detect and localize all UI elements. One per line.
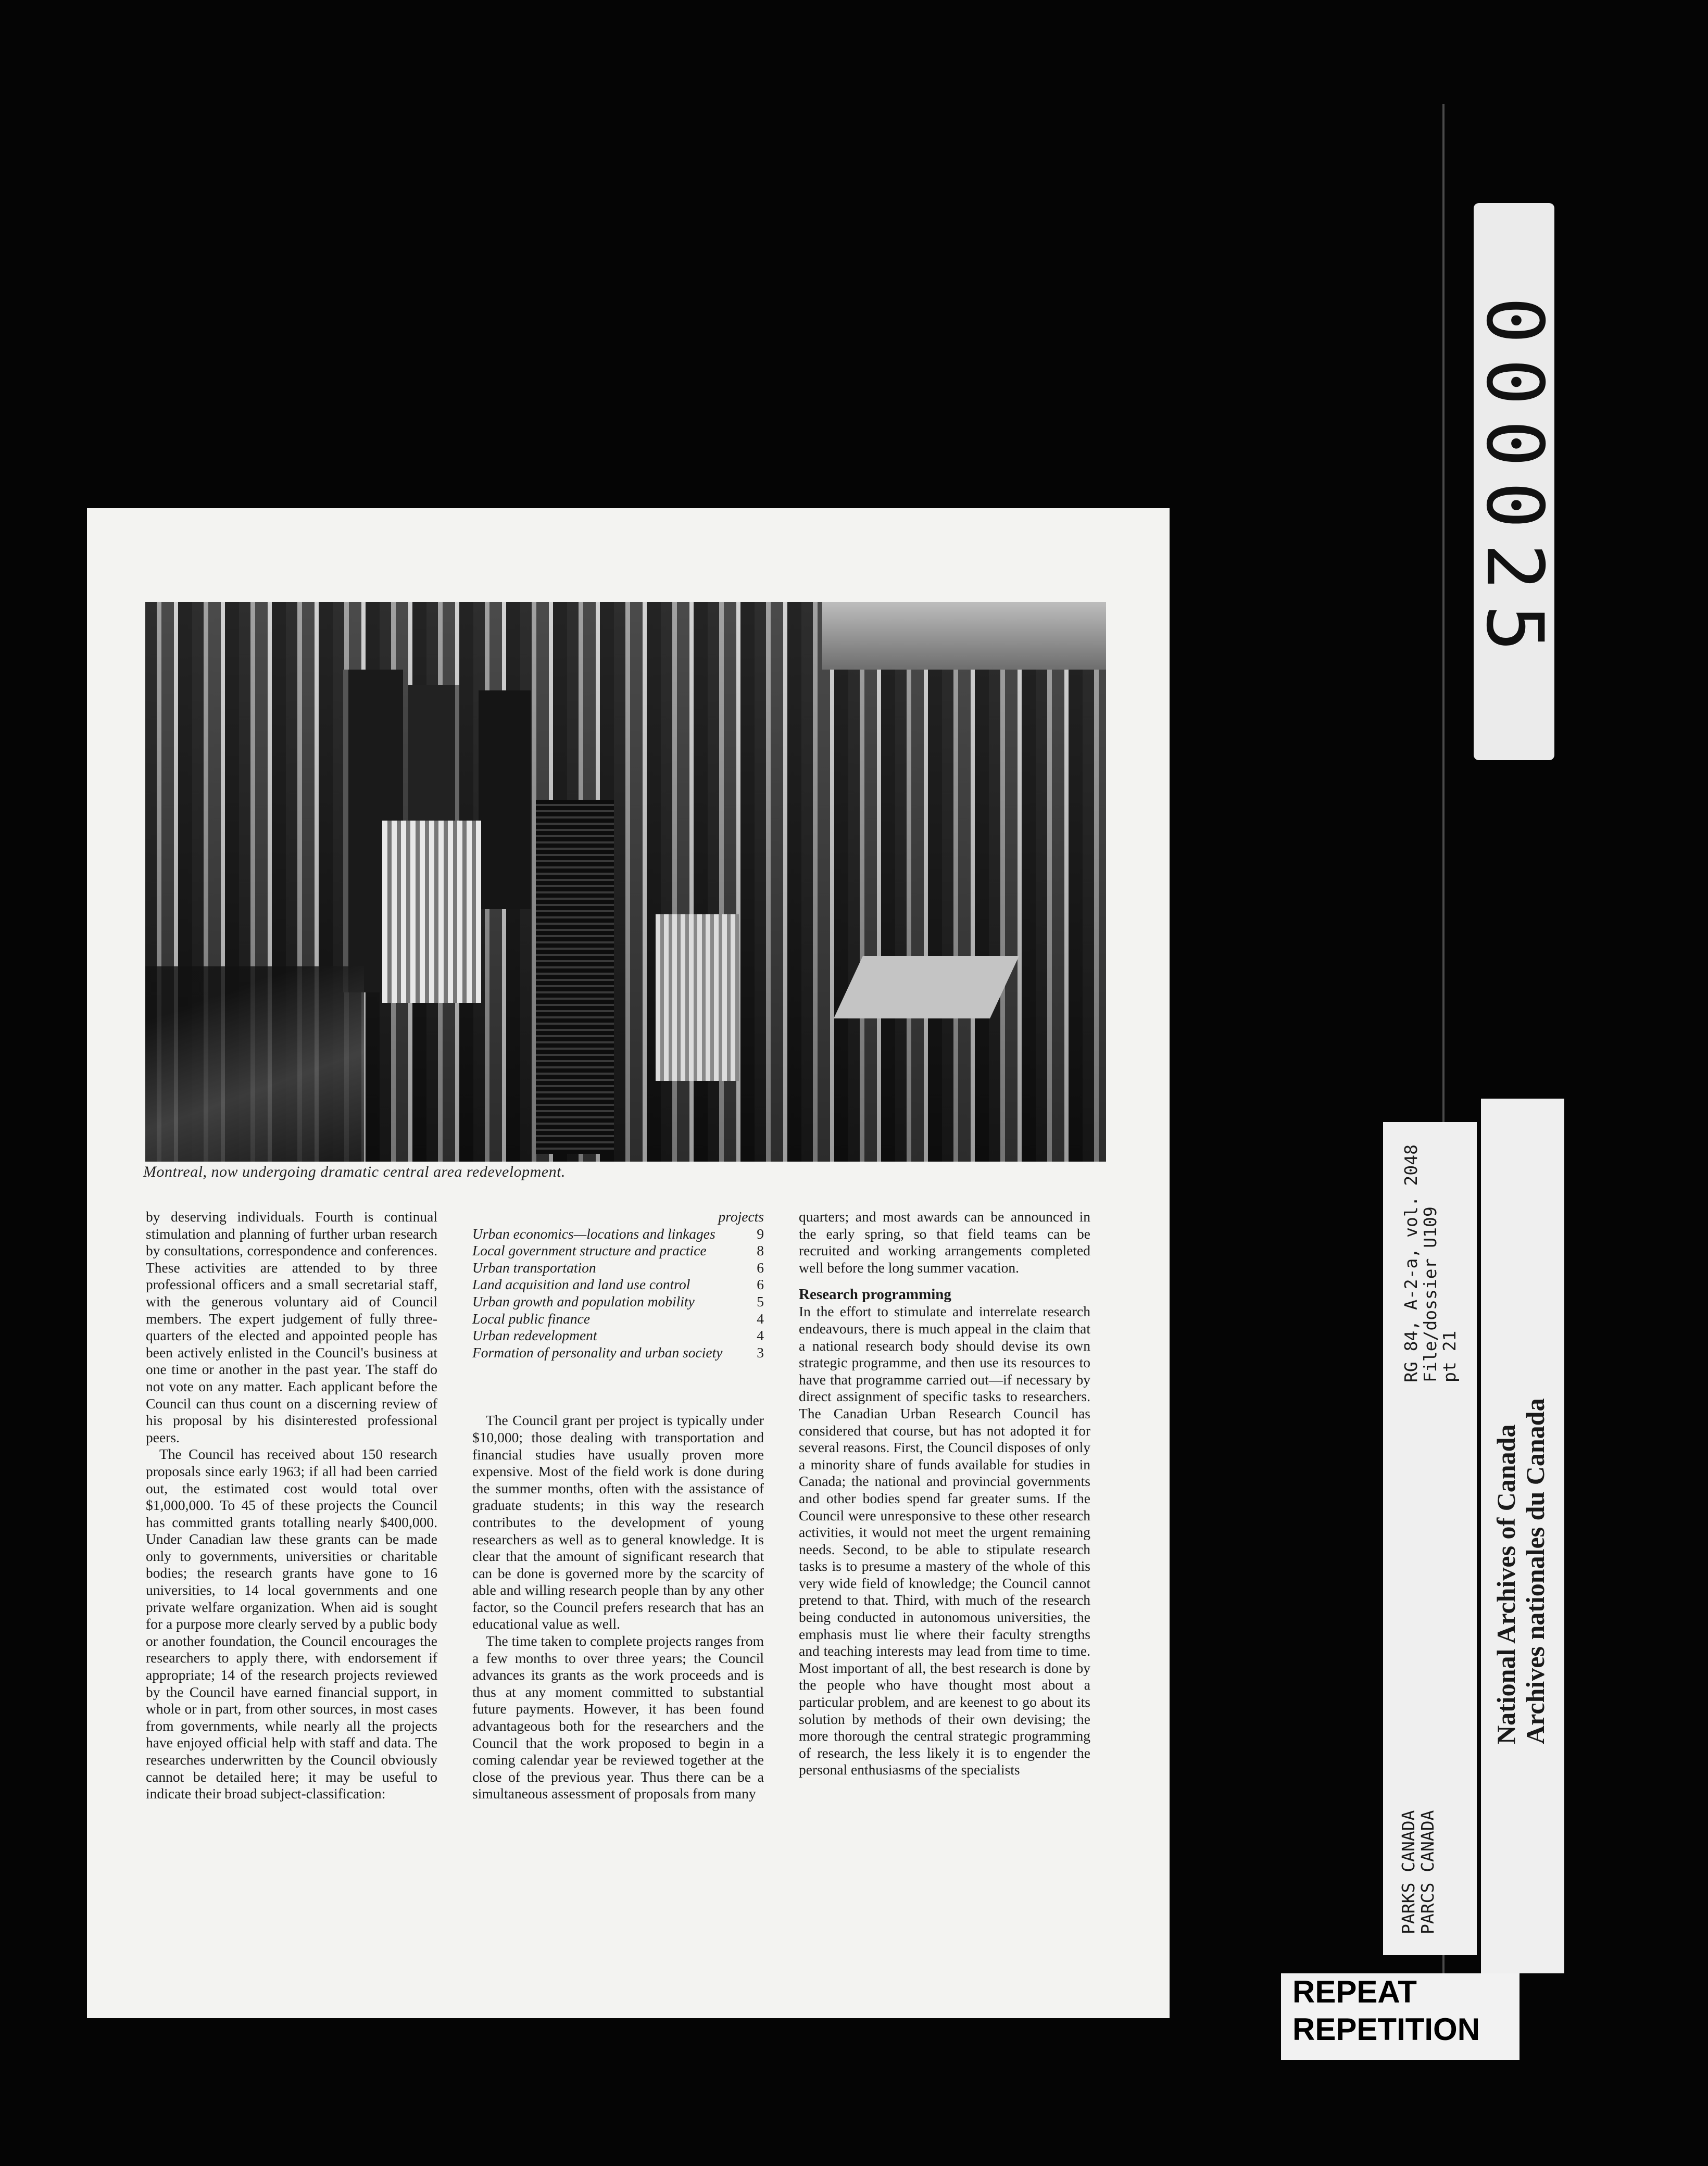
document-page xyxy=(87,508,1170,2018)
reference-line: pt 21 xyxy=(1439,1330,1460,1382)
project-label: Local government structure and practice xyxy=(472,1242,707,1259)
frame-counter-digits: 000025 xyxy=(1469,297,1560,666)
project-label: Urban economics—locations and linkages xyxy=(472,1225,715,1242)
project-row xyxy=(472,1242,764,1260)
text-column-3 xyxy=(799,1208,1090,1779)
agency-label xyxy=(1399,1810,1437,1934)
stamp-line: REPETITION xyxy=(1292,2012,1480,2047)
project-count: 9 xyxy=(757,1225,764,1242)
institution-name xyxy=(1491,1399,1550,1744)
project-label: Formation of personality and urban society xyxy=(472,1344,723,1361)
project-count: 3 xyxy=(757,1344,764,1361)
institution-line: Archives nationales du Canada xyxy=(1521,1398,1550,1744)
text-column-1 xyxy=(146,1208,437,1803)
project-label: Urban redevelopment xyxy=(472,1327,597,1344)
project-count: 5 xyxy=(757,1293,764,1309)
photo-caption: Montreal, now undergoing dramatic central area redevelopment. xyxy=(143,1163,566,1180)
frame-counter xyxy=(1469,203,1560,760)
project-count: 4 xyxy=(757,1327,764,1344)
institution-line: National Archives of Canada xyxy=(1491,1424,1521,1744)
project-label: Local public finance xyxy=(472,1310,591,1327)
building-tower xyxy=(479,690,531,909)
project-row xyxy=(472,1293,764,1311)
shadow-area xyxy=(145,966,364,1162)
project-label: Urban growth and population mobility xyxy=(472,1293,695,1309)
agency-line: PARCS CANADA xyxy=(1417,1810,1438,1934)
reference-line: RG 84, A-2-a, vol. 2048 xyxy=(1401,1144,1421,1382)
building-block xyxy=(382,821,481,1003)
archive-reference-slip xyxy=(1383,1122,1477,1955)
reference-line: File/dossier U109 xyxy=(1420,1206,1440,1382)
paragraph: quarters; and most awards can be announced in the early spring, so that field teams can be recruited and working arrangements completed well before the long summer vacation. xyxy=(799,1208,1090,1276)
project-row xyxy=(472,1311,764,1328)
project-row xyxy=(472,1327,764,1344)
paragraph: The Council grant per project is typically under $10,000; those dealing with transportation and financial studies have usually proven more expensive. Most of the field work is done during the summer months, often with the assistance of graduate students; in this way the research contributes to the development of young researchers as well as to general knowledge. It is clear that the amount of significant research that can be done is governed more by the scarcity of able and willing research people than by any other factor, so the Council prefers research that has an educational value as well. xyxy=(472,1412,764,1632)
project-row xyxy=(472,1226,764,1243)
building-tower xyxy=(536,800,614,1154)
archives-label xyxy=(1481,1099,1564,1973)
repeat-stamp xyxy=(1281,1973,1519,2060)
stamp-line: REPEAT xyxy=(1292,1974,1417,2009)
project-label: Urban transportation xyxy=(472,1259,596,1276)
montreal-aerial-photo xyxy=(145,602,1106,1162)
project-row xyxy=(472,1344,764,1362)
project-label: Land acquisition and land use control xyxy=(472,1276,690,1293)
paragraph: In the effort to stimulate and interrelate research endeavours, there is much appeal in the claim that a national research body should devise its own strategic programme, and then use its resources to have that programme carried out—if necessary by direct assignment of specific tasks to researchers. The Canadian Urban Research Council has considered that course, but has not adopted it for several reasons. First, the Council disposes of only a minority share of funds available for studies in Canada; the national and provincial governments and other bodies spend far greater sums. If the Council were unresponsive to these other research activities, it would not meet the urgent remaining needs. Second, to be able to stipulate research tasks is to presume a mastery of the whole of this very wide field of knowledge; the Council cannot pretend to that. Third, with much of the research being conducted in autonomous universities, the emphasis must lie where their faculty strengths and teaching interests may lead from time to time. Most important of all, the best research is done by the people who have thought most about a particular problem, and are keenest to go about its solution by methods of their own devising; the more thorough the central strategic programming of research, the less likely it is to engender the personal enthusiasms of the specialists xyxy=(799,1303,1090,1778)
project-count: 8 xyxy=(757,1242,764,1259)
project-count: 6 xyxy=(757,1276,764,1293)
agency-line: PARKS CANADA xyxy=(1398,1810,1418,1934)
plaza-area xyxy=(834,956,1019,1018)
paragraph: by deserving individuals. Fourth is continual stimulation and planning of further urban research by consultations, correspondence and conferences. These activities are attended to by three professional officers and a small secretarial staff, with the generous voluntary aid of Council members. The expert judgement of fully three-quarters of the elected and appointed people has been actively enlisted in the Council's business at one time or another in the past year. The staff do not vote on any matter. Each applicant before the Council can thus count on a discerning review of his proposal by his disinterested professional peers. xyxy=(146,1208,437,1445)
harbour-area xyxy=(822,602,1106,670)
paragraph: The Council has received about 150 research proposals since early 1963; if all had been carried out, the estimated cost would total over $1,000,000. To 45 of these projects the Council has committed grants totalling nearly $400,000. Under Canadian law these grants can be made only to governments, universities or charitable bodies; the research grants have gone to 16 universities, to 14 local governments and one private welfare organization. When aid is sought for a purpose more clearly served by a public body or another foundation, the Council encourages the researchers to apply there, with endorsement if appropriate; 14 of the research projects reviewed by the Council have earned financial support, in whole or in part, from other sources, in most cases from governments, while nearly all the projects have enjoyed official help with staff and data. The researches underwritten by the Council obviously cannot be detailed here; it may be useful to indicate their broad subject-classification: xyxy=(146,1446,437,1802)
text-column-2 xyxy=(472,1208,764,1803)
project-classification-table xyxy=(472,1208,764,1361)
project-count: 4 xyxy=(757,1310,764,1327)
reference-label xyxy=(1401,1144,1459,1382)
project-row xyxy=(472,1260,764,1277)
paragraph: The time taken to complete projects ranges from a few months to over three years; the Council advances its grants as the work proceeds and is thus at any moment committed to substantial future payments. However, it has been found advantageous both for the researchers and the Council that the work proposed to begin in a coming calendar year be reviewed together at the close of the previous year. Thus there can be a simultaneous assessment of proposals from many xyxy=(472,1633,764,1802)
project-count: 6 xyxy=(757,1259,764,1276)
building-block xyxy=(656,914,739,1081)
projects-column-header: projects xyxy=(718,1208,764,1225)
section-heading: Research programming xyxy=(799,1286,951,1303)
project-row xyxy=(472,1276,764,1293)
